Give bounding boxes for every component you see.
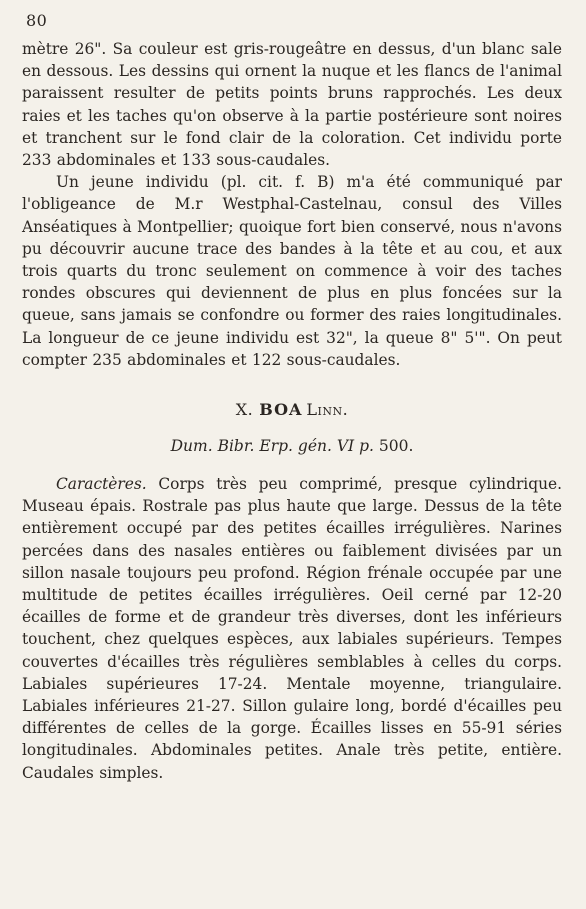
paragraph-characters [22, 473, 562, 784]
page-number: 80 [26, 11, 48, 30]
reference-text: Dum. Bibr. Erp. gén. VI p. [170, 437, 374, 456]
book-page [22, 10, 562, 784]
reference-page: 500. [378, 437, 414, 456]
section-heading [22, 399, 562, 421]
section-authority: Linn. [306, 400, 349, 420]
section-number: X. [235, 400, 254, 420]
paragraph-description-continued: mètre 26". Sa couleur est gris-rougeâtre en dessus, d'un blanc sale en dessous. Les dessins qui ornent la nuque et les flancs de l'animal paraissent resulter de petits points bruns rapprochés. Les deux raies et les taches qu'on observe à la partie postérieure sont noires et tranchent sur le fond clair de la coloration. Cet individu porte 233 abdominales et 133 sous-caudales. [22, 40, 562, 170]
paragraph-young-specimen: Un jeune individu (pl. cit. f. B) m'a été communiqué par l'obligeance de M.r Westphal-Castelnau, consul des Villes Anséatiques à Montpellier; quoique fort bien conservé, nous n'avons pu découvrir aucune trace des bandes à la tête et au cou, et aux trois quarts du tronc seulement on commence à voir des taches rondes obscures qui deviennent de plus en plus foncées sur la queue, sans jamais se confondre ou former des raies longitudinales. La longueur de ce jeune individu est 32", la queue 8" 5'". On peut compter 235 abdominales et 122 sous-caudales. [22, 173, 562, 369]
characters-text: Corps très peu comprimé, presque cylindrique. Museau épais. Rostrale pas plus haute que large. Dessus de la tête entièrement occupé par des petites écailles irrégulières. Narines percées dans des nasales entières ou faiblement divisées par un sillon nasale toujours peu profond. Région frénale occupée par une multitude de petites écailles irrégulières. Oeil cerné par 12-20 écailles de forme et de grandeur très diverses, dont les inférieurs touchent, chez quelques espèces, aux labiales supérieurs. Tempes couvertes d'écailles très régulières semblables à celles du corps. Labiales supérieures 17-24. Mentale moyenne, triangulaire. Labiales inférieures 21-27. Sillon gulaire long, bordé d'écailles peu différentes de celles de la gorge. Écailles lisses en 55-91 séries longitudinales. Abdominales petites. Anale très petite, entière. Caudales simples. [22, 475, 562, 782]
characters-label: Caractères. [56, 475, 147, 494]
section-genus: BOA [259, 400, 303, 420]
bibliographic-reference [22, 435, 562, 457]
